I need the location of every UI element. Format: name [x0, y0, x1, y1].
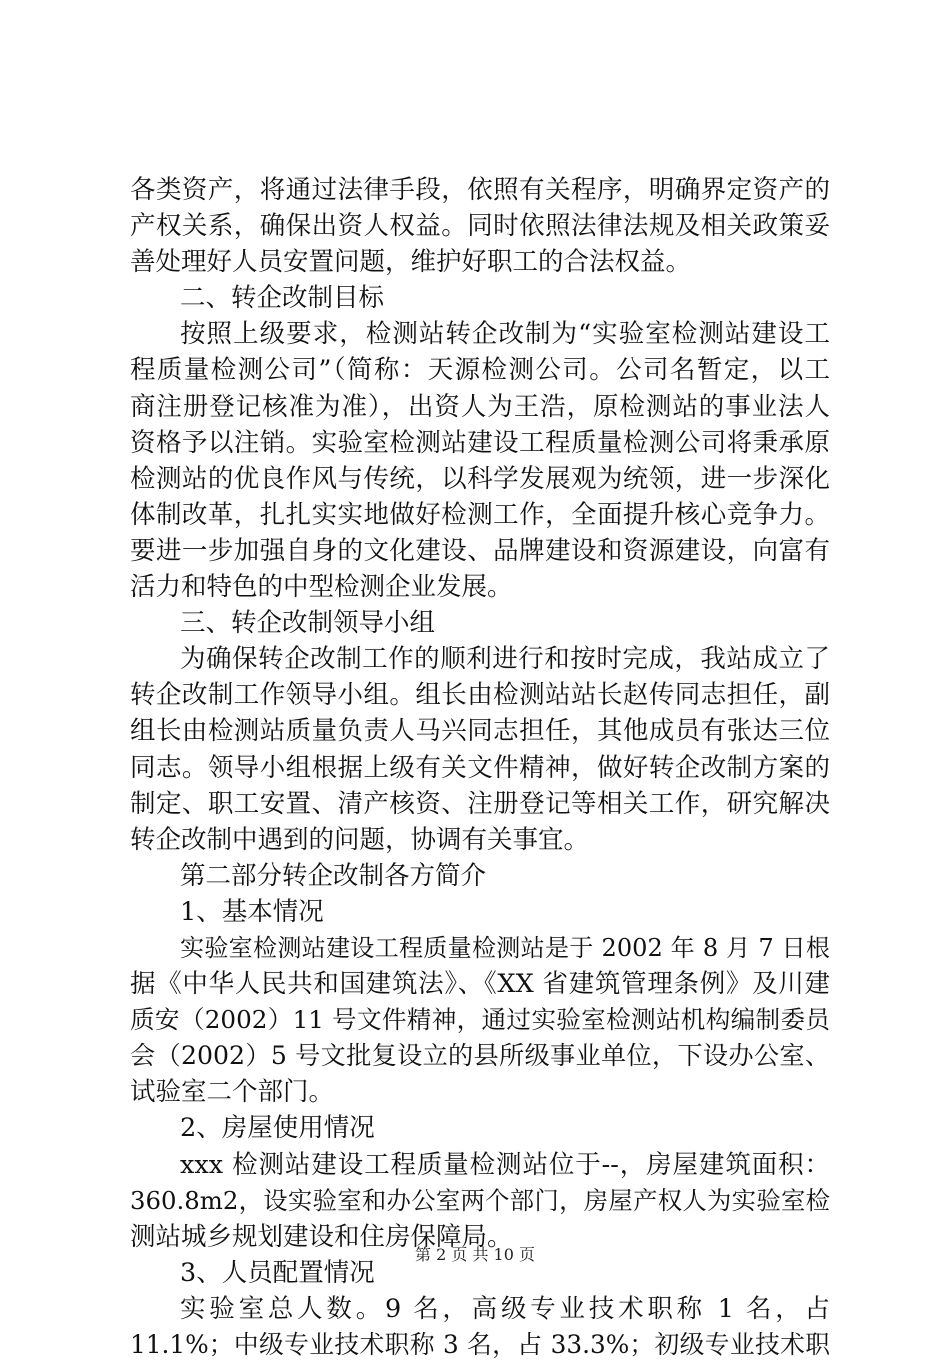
text-line: 检测站的优良作风与传统，以科学发展观为统领，进一步深化 [130, 463, 830, 494]
text-line: 体制改革，扎扎实实地做好检测工作，全面提升核心竞争力。 [130, 499, 830, 530]
text-line: 据《中华人民共和国建筑法》、《XX 省建筑管理条例》及川建 [130, 969, 830, 1000]
text-line: 善处理好人员安置问题，维护好职工的合法权益。 [130, 247, 692, 278]
text-line: 会（2002）5 号文批复设立的县所级事业单位，下设办公室、 [130, 1041, 830, 1071]
text-line: 程质量检测公司”（简称：天源检测公司。公司名暂定，以工 [130, 355, 830, 386]
text-line: 360.8m2，设实验室和办公室两个部门，房屋产权人为实验室检 [130, 1185, 830, 1215]
text-line: 要进一步加强自身的文化建设、品牌建设和资源建设，向富有 [130, 535, 830, 566]
text-line: 转企改制中遇到的问题，协调有关事宜。 [130, 824, 590, 855]
document-body [130, 172, 830, 1363]
section-heading: 三、转企改制领导小组 [180, 608, 436, 639]
text-line: 测站城乡规划建设和住房保障局。 [130, 1221, 513, 1252]
text-line: 为确保转企改制工作的顺利进行和按时完成，我站成立了 [180, 644, 830, 675]
text-line: 各类资产，将通过法律手段，依照有关程序，明确界定资产的 [130, 175, 830, 205]
text-line: 实验室检测站建设工程质量检测站是于 2002 年 8 月 7 日根 [180, 933, 830, 962]
text-line: 资格予以注销。实验室检测站建设工程质量检测公司将秉承原 [130, 427, 830, 458]
page-footer: 第 2 页 共 10 页 [415, 1245, 535, 1264]
text-line: 实验室总人数。9 名，高级专业技术职称 1 名，占 [180, 1293, 830, 1324]
text-line: 转企改制工作领导小组。组长由检测站站长赵传同志担任，副 [130, 680, 830, 711]
text-line: 商注册登记核准为准），出资人为王浩，原检测站的事业法人 [130, 391, 830, 422]
text-line: xxx 检测站建设工程质量检测站位于--，房屋建筑面积： [180, 1149, 830, 1180]
text-line: 组长由检测站质量负责人马兴同志担任，其他成员有张达三位 [130, 716, 830, 747]
text-line: 产权关系，确保出资人权益。同时依照法律法规及相关政策妥 [130, 211, 830, 242]
text-line: 试验室二个部门。 [130, 1077, 335, 1108]
text-line: 按照上级要求，检测站转企改制为“实验室检测站建设工 [180, 319, 830, 350]
section-heading: 二、转企改制目标 [180, 283, 385, 314]
text-line: 同志。领导小组根据上级有关文件精神，做好转企改制方案的 [130, 752, 830, 783]
section-heading: 3、人员配置情况 [180, 1257, 375, 1288]
text-line: 11.1%；中级专业技术职称 3 名，占 33.3%；初级专业技术职 [130, 1330, 830, 1359]
text-line: 活力和特色的中型检测企业发展。 [130, 572, 513, 603]
text-line: 制定、职工安置、清产核资、注册登记等相关工作，研究解决 [130, 788, 830, 819]
text-line: 质安（2002）11 号文件精神，通过实验室检测站机构编制委员 [130, 1005, 830, 1035]
section-heading: 1、基本情况 [180, 896, 324, 927]
section-heading: 第二部分转企改制各方简介 [180, 860, 487, 891]
section-heading: 2、房屋使用情况 [180, 1113, 375, 1144]
